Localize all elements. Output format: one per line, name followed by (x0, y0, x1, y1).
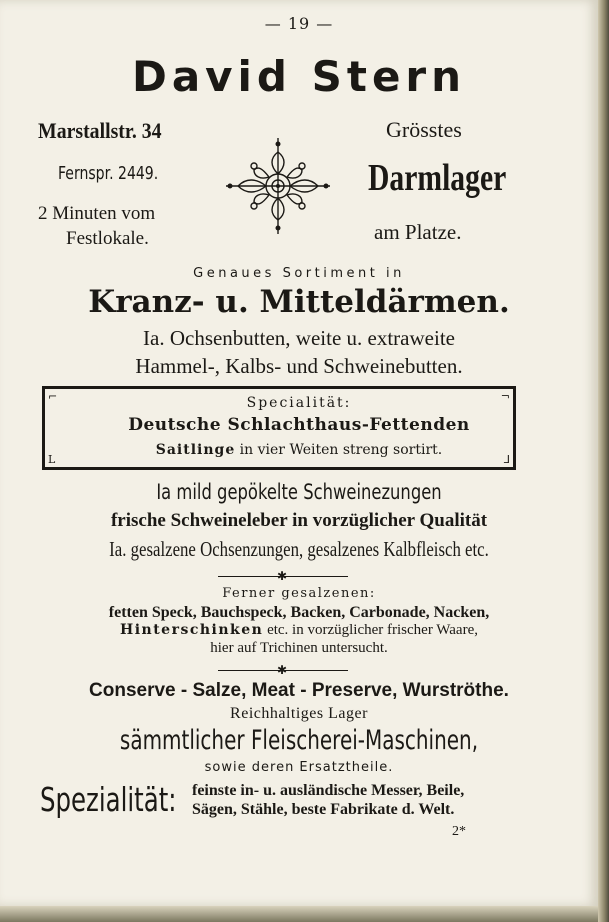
footer-label: Spezialität: (40, 780, 177, 819)
machinery-parts: sowie deren Ersatztheile. (204, 760, 394, 775)
machinery-headline: Conserve - Salze, Meat - Preserve, Wurströthe. (89, 680, 509, 701)
asterisk-divider-icon: ✱ (277, 663, 288, 677)
specialty-detail (0, 442, 598, 458)
hinterschinken-word: Hinterschinken (119, 622, 264, 638)
asterisk-divider-icon: ✱ (277, 569, 288, 583)
product-line-2: frische Schweineleber in vorzüglicher Qualität (110, 510, 488, 531)
salted-line-2 (0, 622, 598, 639)
book-cover-edge (0, 906, 598, 922)
specialty-label: Specialität: (246, 395, 352, 411)
corner-ornament-icon: L (48, 453, 56, 466)
saitlinge-word: Saitlinge (155, 442, 236, 458)
assortment-headline: Kranz- u. Mitteldärmen. (88, 284, 510, 320)
saitlinge-rest: in vier Weiten streng sortirt. (235, 442, 443, 458)
signature-mark: 2* (452, 824, 466, 839)
assortment-line-2: Hammel-, Kalbs- und Schweinebutten. (135, 354, 463, 378)
specialty-headline: Deutsche Schlachthaus-Fettenden (128, 415, 470, 435)
salted-line-1: fetten Speck, Bauchspeck, Backen, Carbonade, Nacken, (108, 604, 490, 621)
phone-number: Fernspr. 2449. (58, 163, 159, 184)
distance-line-1: 2 Minuten vom (38, 203, 156, 224)
distance-line-2: Festlokale. (66, 228, 149, 249)
footer-line-1: feinste in- u. ausländische Messer, Beile, (192, 782, 465, 799)
footer-line-2: Sägen, Stähle, beste Fabrikate d. Welt. (192, 801, 455, 818)
assortment-line-1: Ia. Ochsenbutten, weite u. extraweite (143, 326, 455, 350)
product-line-1: Ia mild gepökelte Schweinezungen (156, 480, 442, 504)
claim-line-3: am Platze. (374, 220, 462, 244)
corner-ornament-icon: ⅃ (503, 453, 510, 466)
salted-intro: Ferner gesalzenen: (222, 586, 376, 601)
product-line-3: Ia. gesalzene Ochsenzungen, gesalzenes Kalbfleisch etc. (109, 537, 489, 561)
machinery-intro: Reichhaltiges Lager (230, 705, 368, 722)
corner-ornament-icon: ¬ (500, 390, 510, 403)
corner-ornament-icon: ⌐ (48, 390, 58, 403)
salted-line-2-rest: etc. in vorzüglicher frischer Waare, (263, 622, 478, 638)
claim-line-1: Grösstes (386, 117, 462, 142)
page-number: — 19 — (264, 14, 334, 33)
assortment-intro: Genaues Sortiment in (193, 266, 405, 281)
salted-line-3: hier auf Trichinen untersucht. (210, 640, 388, 656)
floral-ornament-icon (224, 136, 332, 240)
page-edge (598, 0, 609, 922)
merchant-name: David Stern (131, 52, 467, 101)
address: Marstallstr. 34 (38, 118, 162, 143)
claim-line-2: Darmlager (368, 157, 507, 199)
machinery-main: sämmtlicher Fleischerei-Maschinen, (119, 725, 479, 756)
